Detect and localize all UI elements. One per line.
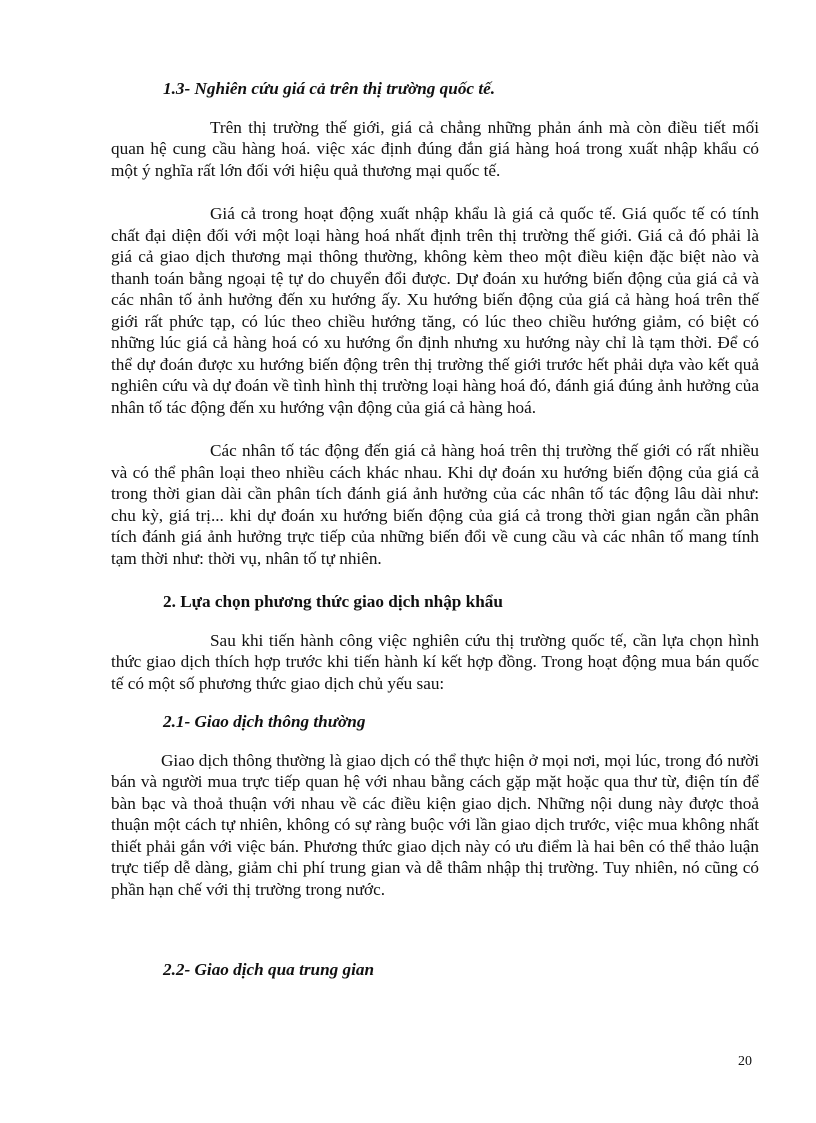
page-content — [111, 78, 759, 981]
section-heading-1-3: 1.3- Nghiên cứu giá cả trên thị trường quốc tế. — [163, 79, 496, 98]
paragraph-price-market-intro: Trên thị trường thế giới, giá cả chẳng những phản ánh mà còn điều tiết mối quan hệ cung cầu hàng hoá. việc xác định đúng đắn giá hàng hoá trong xuất nhập khẩu có một ý nghĩa rất lớn đối với hiệu quả thương mại quốc tế. — [111, 117, 759, 180]
page-number: 20 — [738, 1054, 752, 1069]
paragraph-normal-transaction: Giao dịch thông thường là giao dịch có thể thực hiện ở mọi nơi, mọi lúc, trong đó nười bán và người mua trực tiếp quan hệ với nhau bằng cách gặp mặt hoặc qua thư từ, điện tín để bàn bạc và thoả thuận với nhau về các điều kiện giao dịch. Những nội dung này được thoả thuận một cách tự nhiên, không có sự ràng buộc với lần giao dịch trước, việc mua không nhất thiết phải gắn với việc bán. Phương thức giao dịch này có ưu điểm là hai bên có thể thảo luận trực tiếp dễ dàng, giảm chi phí trung gian và dễ thâm nhập thị trường. Tuy nhiên, nó cũng có phần hạn chế với thị trường trong nước. — [111, 750, 759, 899]
section-heading-2: 2. Lựa chọn phương thức giao dịch nhập khẩu — [163, 592, 503, 611]
paragraph-international-price: Giá cả trong hoạt động xuất nhập khẩu là giá cả quốc tế. Giá quốc tế có tính chất đại diện đối với một loại hàng hoá nhất định trên thị trường thế giới. Giá cả đó phải là giá cả giao dịch thương mại thông thường, không kèm theo một điều kiện đặc biệt nào và thanh toán bằng ngoại tệ tự do chuyển đổi được. Dự đoán xu hướng biến động của giá cả và các nhân tố ảnh hưởng đến xu hướng ấy. Xu hướng biến động của giá cả hàng hoá trên thế giới rất phức tạp, có lúc theo chiều hướng tăng, có lúc theo chiều hướng giảm, có biệt có những lúc giá cả hàng hoá có xu hướng ổn định nhưng xu hướng này chỉ là tạm thời. Để có thể dự đoán được xu hướng biến động trên thị trường thế giới trước hết phải dựa vào kết quả nghiên cứu và dự đoán về tình hình thị trường loại hàng hoá đó, đánh giá đúng ảnh hưởng của nhân tố tác động đến xu hướng vận động của giá cả hàng hoá. — [111, 204, 759, 417]
section-heading-2-1: 2.1- Giao dịch thông thường — [163, 712, 366, 731]
paragraph-transaction-methods: Sau khi tiến hành công việc nghiên cứu thị trường quốc tế, cần lựa chọn hình thức giao dịch thích hợp trước khi tiến hành kí kết hợp đồng. Trong hoạt động mua bán quốc tế có một số phương thức giao dịch chủ yếu sau: — [111, 630, 759, 693]
section-heading-2-2: 2.2- Giao dịch qua trung gian — [163, 960, 375, 979]
paragraph-price-factors: Các nhân tố tác động đến giá cả hàng hoá trên thị trường thế giới có rất nhiều và có thể phân loại theo nhiều cách khác nhau. Khi dự đoán xu hướng biến động của giá cả trong thời gian dài cần phân tích đánh giá ảnh hưởng của các nhân tố tác động lâu dài như: chu kỳ, giá trị... khi dự đoán xu hướng biến động của giá cả trong thời gian ngắn cần phân tích đánh giá ảnh hưởng trực tiếp của những biến đổi về cung cầu và các nhân tố mang tính tạm thời như: thời vụ, nhân tố tự nhiên. — [111, 441, 759, 568]
